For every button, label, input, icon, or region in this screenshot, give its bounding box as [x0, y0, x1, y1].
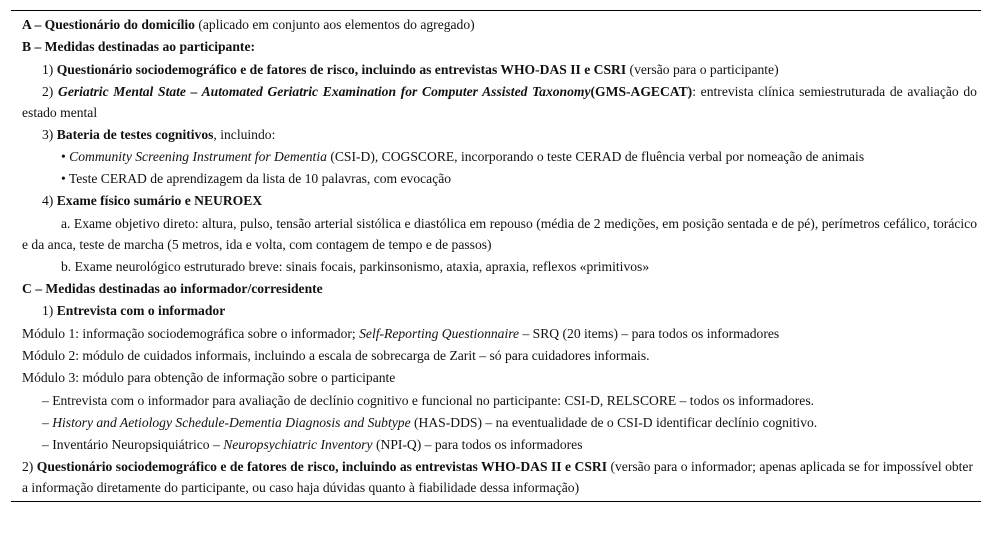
section-a-note: (aplicado em conjunto aos elementos do agregado) — [194, 17, 475, 32]
section-c-item-1-title: Entrevista com o informador — [56, 303, 226, 319]
section-b-item-4-title: Exame físico sumário e NEUROEX — [56, 193, 263, 209]
section-b-item-3: 3) Bateria de testes cognitivos, incluindo: — [42, 126, 276, 142]
bullet-csi-d: • Community Screening Instrument for Dementia (CSI-D), COGSCORE, incorporando o teste CERAD de fluência verbal por nomeação de animais — [61, 149, 865, 165]
section-b-item-1: 1) Questionário sociodemográfico e de fatores de risco, incluindo as entrevistas WHO-DAS II e CSRI (versão para o participante) — [42, 61, 779, 77]
section-b-item-3-title: Bateria de testes cognitivos — [56, 126, 214, 142]
module-3-item-2: – History and Aetiology Schedule-Dementia Diagnosis and Subtype (HAS-DDS) – na eventualidade de o CSI-D identificar declínio cognitivo. — [42, 414, 818, 430]
section-a — [11, 14, 981, 36]
section-b-item-2: 2) Geriatric Mental State – Automated Geriatric Examination for Computer Assisted Taxonomy(GMS-AGECAT): entrevista clínica semiestruturada de avaliação do estado mental — [22, 83, 977, 120]
section-c-title: C – Medidas destinadas ao informador/corresidente — [22, 281, 323, 297]
gms-agecat-title: Geriatric Mental State – Automated Geriatric Examination for Computer Assisted Taxonomy — [58, 83, 591, 99]
section-c-item-1: 1) Entrevista com o informador — [42, 303, 226, 319]
section-a-title: A – Questionário do domicílio — [22, 17, 195, 32]
module-1: Módulo 1: informação sociodemográfica sobre o informador; Self-Reporting Questionnaire – SRQ (20 items) – para todos os informadores — [22, 325, 780, 341]
bullet-cerad: • Teste CERAD de aprendizagem da lista de 10 palavras, com evocação — [61, 171, 452, 187]
section-b-item-1-title: Questionário sociodemográfico e de fatores de risco, incluindo as entrevistas WHO-DAS II e CSRI — [56, 61, 627, 77]
section-b-title: B – Medidas destinadas ao participante: — [22, 39, 255, 55]
section-c-item-2-title: Questionário sociodemográfico e de fatores de risco, incluindo as entrevistas WHO-DAS II e CSRI — [36, 459, 607, 475]
module-3-item-1: – Entrevista com o informador para avaliação de declínio cognitivo e funcional no participante: CSI-D, RELSCORE – todos os informadores. — [42, 392, 815, 408]
module-2: Módulo 2: módulo de cuidados informais, incluindo a escala de sobrecarga de Zarit – só para cuidadores informais. — [22, 347, 650, 363]
module-3: Módulo 3: módulo para obtenção de informação sobre o participante — [22, 370, 396, 386]
section-b-item-4: 4) Exame físico sumário e NEUROEX — [42, 193, 263, 209]
section-c-item-2: 2) Questionário sociodemográfico e de fatores de risco, incluindo as entrevistas WHO-DAS II e CSRI (versão para o informador; apenas aplicada se for impossível obter a informação diretamente do participante, ou caso haja dúvidas quanto à fiabilidade dessa informação) — [22, 459, 973, 496]
methods-table — [11, 10, 981, 502]
module-3-item-3: – Inventário Neuropsiquiátrico – Neuropsychiatric Inventory (NPI-Q) – para todos os informadores — [42, 437, 583, 453]
item-4b: b. Exame neurológico estruturado breve: sinais focais, parkinsonismo, ataxia, apraxia, reflexos «primitivos» — [61, 258, 650, 274]
item-4a: a. Exame objetivo direto: altura, pulso, tensão arterial sistólica e diastólica em repouso (média de 2 medições, em posição sentada e de pé), perímetros cefálico, torácico e da anca, teste de marcha (5 metros, ida e volta, com contagem de tempo e de passos) — [22, 215, 977, 252]
